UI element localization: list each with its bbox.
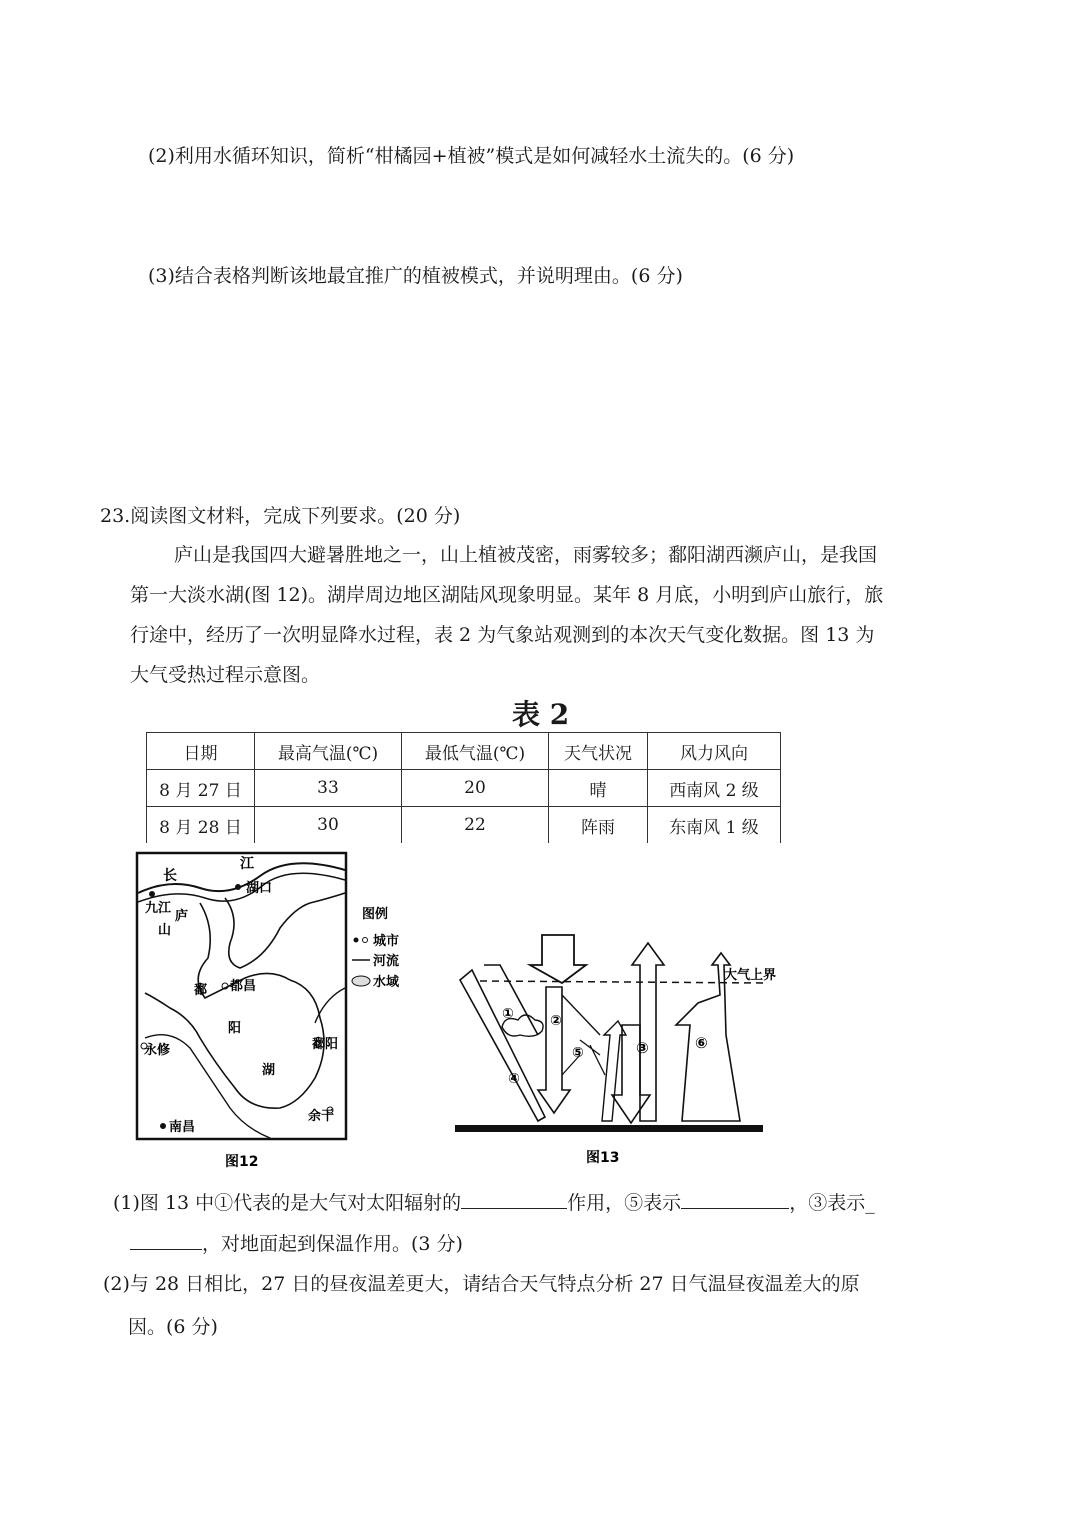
- table-header: 最低气温(℃): [402, 733, 549, 770]
- question-23-1-cont: [130, 1229, 463, 1258]
- atmosphere-top-line: [480, 981, 765, 983]
- map-label: 鄱: [194, 983, 208, 998]
- atmosphere-top-label: 大气上界: [724, 968, 777, 983]
- table-cell: 20: [402, 770, 549, 807]
- reflected-arrow: [484, 965, 538, 1035]
- question-23-2: (2)与 28 日相比，27 日的昼夜温差更大，请结合天气特点分析 27 日气温昼夜温差大的原: [103, 1273, 860, 1295]
- map-label: 永修: [144, 1043, 171, 1058]
- legend-item: 城市: [373, 934, 400, 949]
- q1-text: ，对地面起到保温作用。(3 分): [202, 1233, 463, 1255]
- q1-text: 作用，⑤表示: [567, 1192, 682, 1214]
- scatter-arrow: [562, 995, 600, 1035]
- table-cell: 西南风 2 级: [648, 770, 781, 807]
- material-line: 庐山是我国四大避暑胜地之一，山上植被茂密，雨雾较多；鄱阳湖西濒庐山，是我国: [174, 544, 878, 566]
- figure-12-map: [130, 848, 420, 1178]
- material-line: 大气受热过程示意图。: [130, 664, 321, 686]
- question-23-1: [113, 1188, 875, 1217]
- city-dot: [160, 1123, 166, 1129]
- map-label: 长: [163, 868, 177, 884]
- table-cell: 阵雨: [549, 807, 648, 844]
- city-dot: [235, 884, 241, 890]
- table-header: 最高气温(℃): [255, 733, 402, 770]
- map-label: 鄱阳: [312, 1037, 339, 1052]
- table-cell: 33: [255, 770, 402, 807]
- diagram-number: ④: [508, 1071, 520, 1087]
- table-header: 天气状况: [549, 733, 648, 770]
- q1-text: ，③表示_: [789, 1192, 875, 1214]
- diagram-number: ⑤: [572, 1045, 584, 1061]
- legend-item: 河流: [373, 954, 400, 969]
- material-line: 行途中，经历了一次明显降水过程，表 2 为气象站观测到的本次天气变化数据。图 13 为: [130, 624, 875, 646]
- table-header-row: [147, 733, 781, 770]
- answer-blank-3[interactable]: [130, 1229, 202, 1250]
- q1-text: (1)图 13 中①代表的是大气对太阳辐射的: [113, 1192, 462, 1214]
- map-label: 余干: [308, 1109, 335, 1124]
- figure-13-diagram: [450, 925, 777, 1170]
- map-label: 山: [158, 923, 172, 938]
- ground-surface: [455, 1125, 763, 1132]
- table-cell: 22: [402, 807, 549, 844]
- map-label: 都昌: [230, 979, 257, 994]
- map-label: 湖口: [246, 881, 273, 896]
- legend-item: 水域: [373, 975, 400, 990]
- table-row: [147, 807, 781, 844]
- legend-title: 图例: [362, 907, 389, 922]
- question-23-2-cont: 因。(6 分): [128, 1316, 218, 1338]
- reflected-arrow: [460, 970, 545, 1121]
- table-cell: 8 月 28 日: [147, 807, 255, 844]
- solar-to-ground-arrow: [538, 987, 570, 1113]
- table-2-title: 表 2: [512, 698, 570, 731]
- city-dot: [149, 891, 155, 897]
- question-23-title: 23.阅读图文材料，完成下列要求。(20 分): [100, 505, 461, 527]
- question-22-3: (3)结合表格判断该地最宜推广的植被模式，并说明理由。(6 分): [148, 265, 683, 287]
- material-line: 第一大淡水湖(图 12)。湖岸周边地区湖陆风现象明显。某年 8 月底，小明到庐山旅行，旅: [130, 584, 884, 606]
- table-cell: 东南风 1 级: [648, 807, 781, 844]
- lake-shore-east: [225, 893, 345, 968]
- table-cell: 30: [255, 807, 402, 844]
- diagram-number: ①: [502, 1006, 514, 1022]
- legend-city-icon: [354, 938, 359, 943]
- table-header: 日期: [147, 733, 255, 770]
- answer-blank-2[interactable]: [681, 1188, 789, 1209]
- figure-12-caption: 图12: [225, 1154, 259, 1170]
- diagram-number: ②: [550, 1013, 562, 1029]
- map-label: 南昌: [169, 1120, 196, 1135]
- legend-city-icon: [363, 938, 368, 943]
- diagram-number: ③: [636, 1039, 649, 1057]
- question-23-material: [130, 535, 1010, 695]
- table-row: [147, 770, 781, 807]
- map-label: 庐: [175, 909, 189, 924]
- figure-13-caption: 图13: [586, 1150, 620, 1166]
- answer-blank-1[interactable]: [461, 1188, 567, 1209]
- map-label: 湖: [262, 1063, 276, 1078]
- weather-table: [146, 732, 781, 843]
- table-cell: 晴: [549, 770, 648, 807]
- solar-radiation-arrow: [530, 935, 586, 983]
- legend-water-icon: [352, 976, 370, 986]
- lake-shore: [145, 903, 324, 1108]
- map-label: 江: [240, 856, 254, 872]
- table-header: 风力风向: [648, 733, 781, 770]
- table-cell: 8 月 27 日: [147, 770, 255, 807]
- question-22-2: (2)利用水循环知识，简析“柑橘园+植被”模式是如何减轻水土流失的。(6 分): [148, 145, 795, 167]
- map-label: 九江: [145, 901, 172, 916]
- map-label: 阳: [228, 1021, 242, 1036]
- diagram-number: ⑥: [695, 1034, 708, 1052]
